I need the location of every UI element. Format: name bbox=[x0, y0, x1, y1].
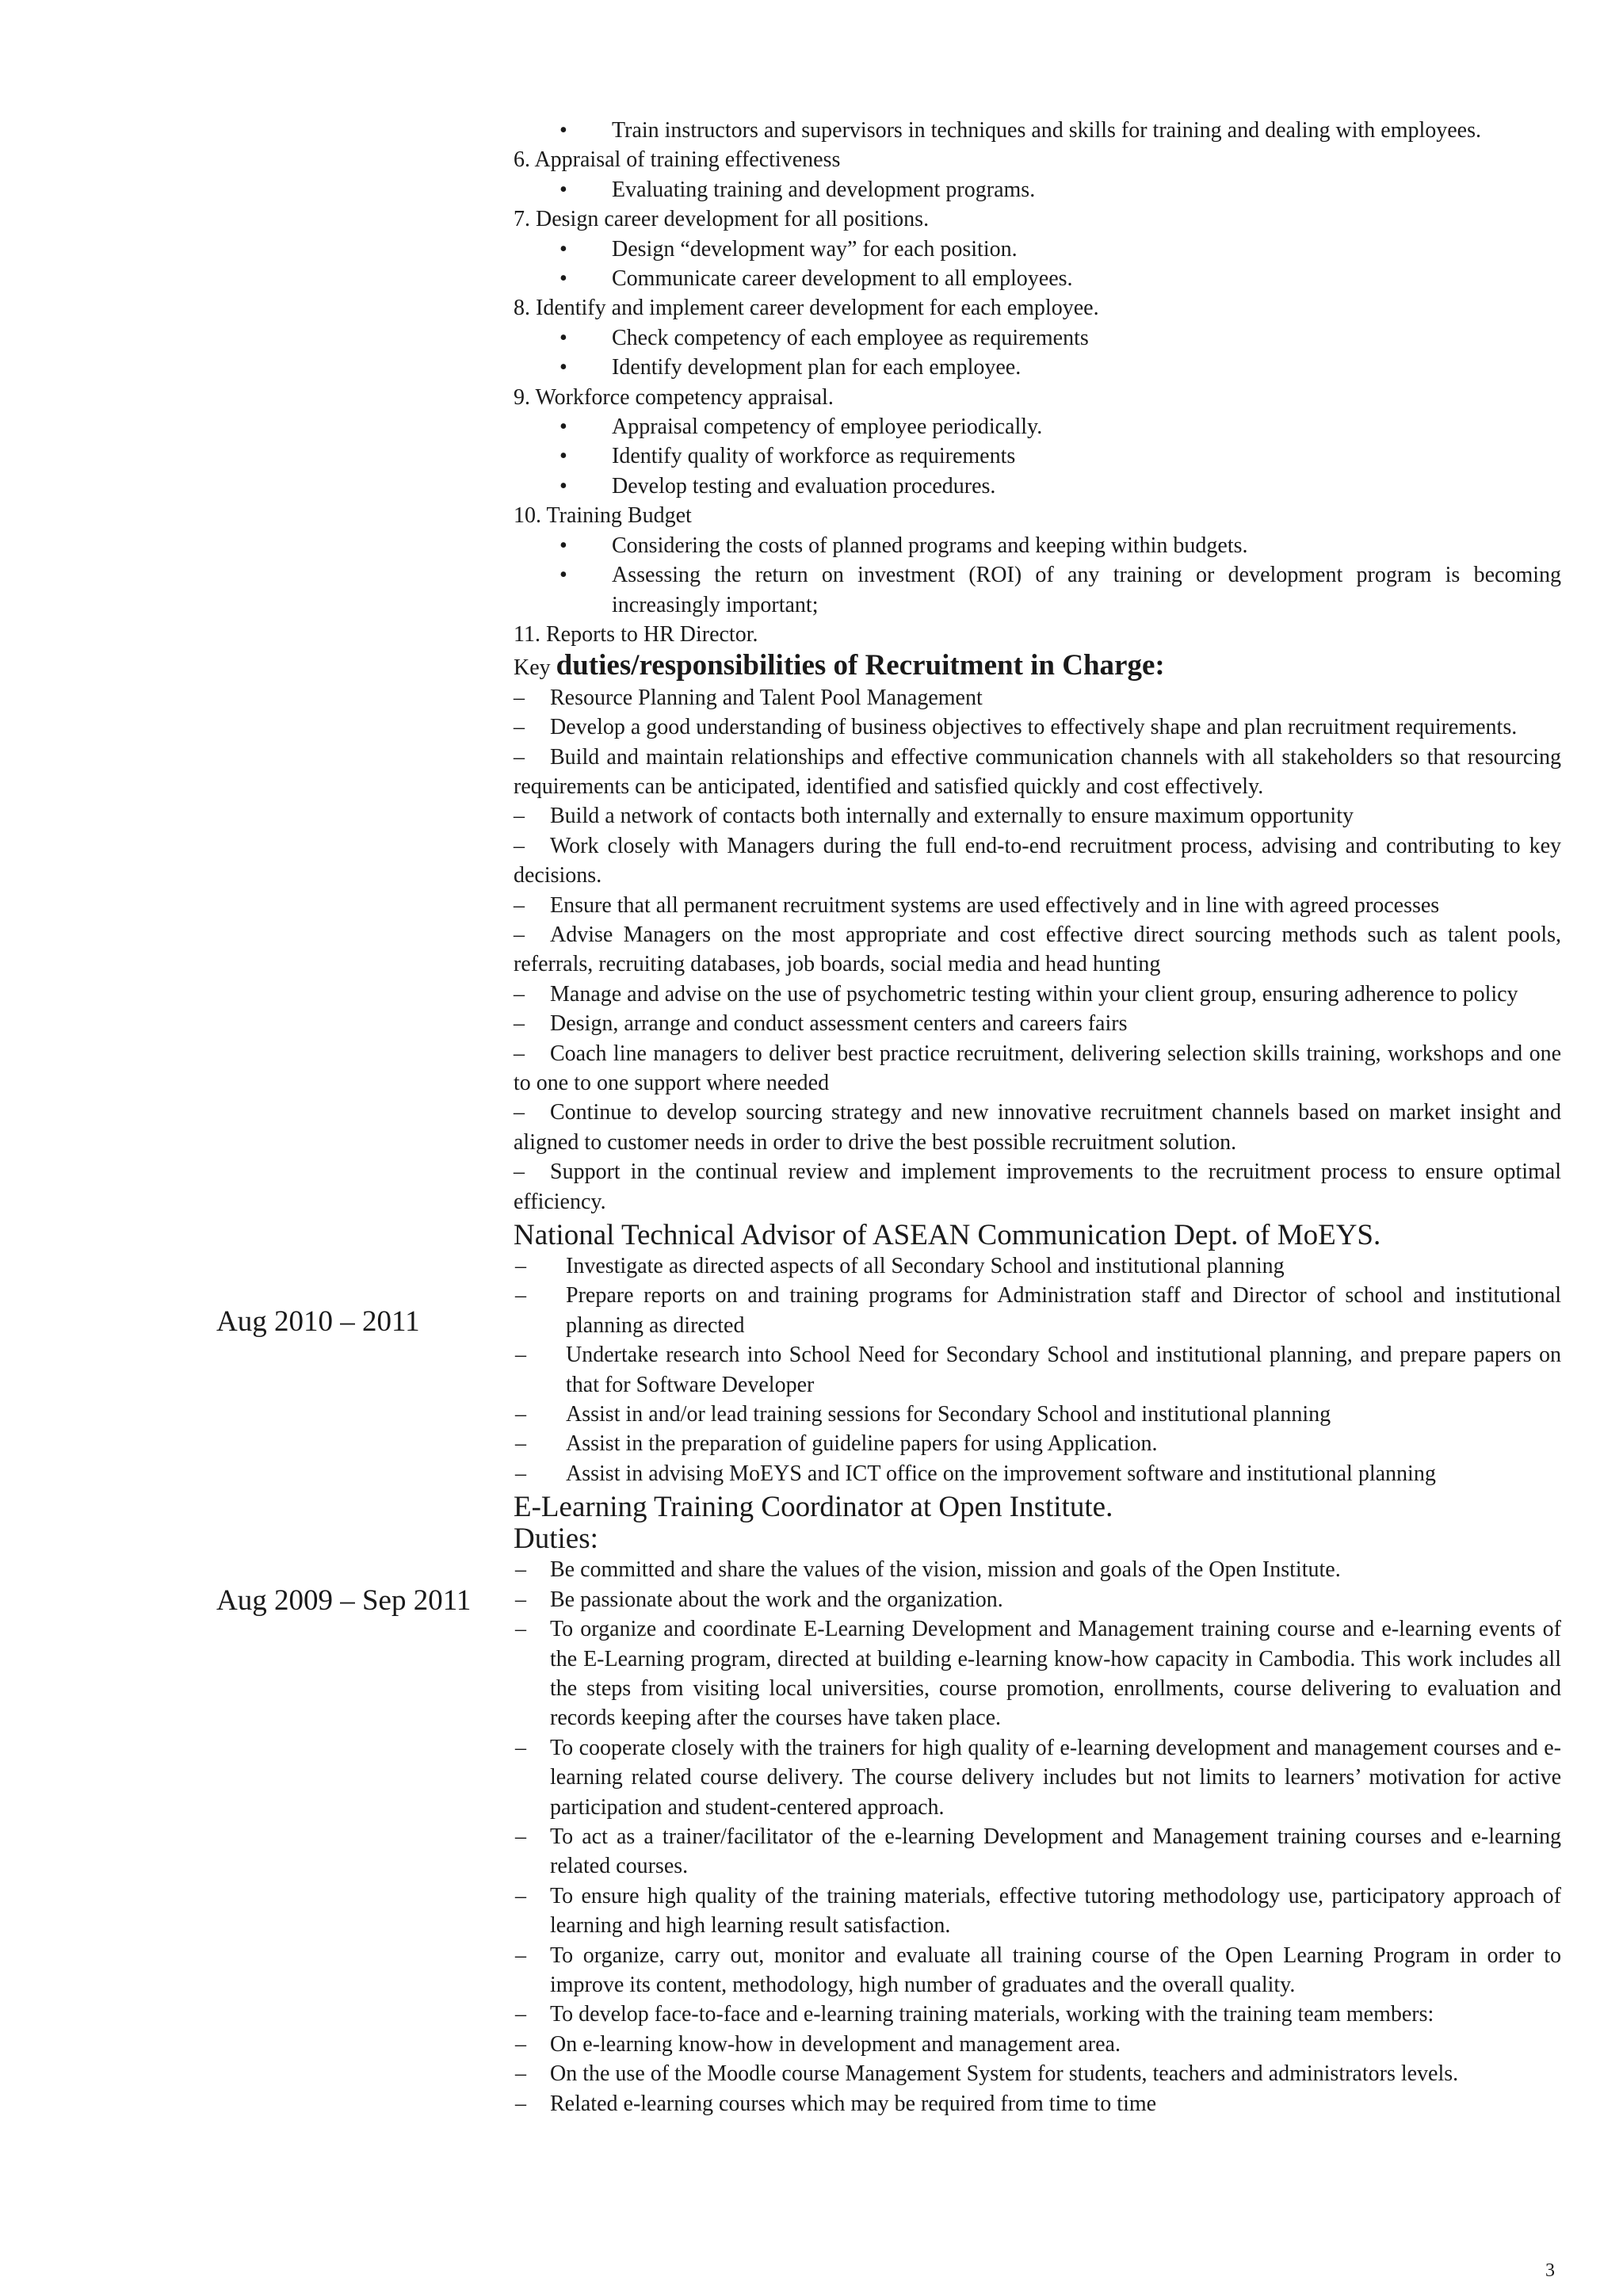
dash-icon: – bbox=[515, 1557, 526, 1583]
list-item: – Design, arrange and conduct assessment centers and careers fairs bbox=[514, 1009, 1561, 1038]
list-item: • Appraisal competency of employee periodically. bbox=[514, 412, 1561, 441]
bullet-icon: • bbox=[559, 563, 567, 588]
dash-icon: – bbox=[515, 1883, 526, 1908]
list-item: – To organize, carry out, monitor and evaluate all training course of the Open Learning Program in order to improve its content, methodology, high number of graduates and the overall quality. bbox=[514, 1941, 1561, 2000]
list-item: • Assessing the return on investment (ROI) of any training or development program is becoming increasingly important; bbox=[514, 560, 1561, 620]
list-item: – To act as a trainer/facilitator of the e-learning Development and Management training courses and e-learning related courses. bbox=[514, 1822, 1561, 1881]
list-item: – Coach line managers to deliver best practice recruitment, delivering selection skills training, workshops and one to one to one support where needed bbox=[514, 1039, 1561, 1098]
job-title-open-institute: E-Learning Training Coordinator at Open Institute. bbox=[514, 1491, 1113, 1524]
main-content bbox=[514, 116, 1561, 2118]
dash-icon: – bbox=[514, 922, 525, 947]
list-item: • Design “development way” for each position. bbox=[514, 235, 1561, 264]
dash-icon: – bbox=[515, 2091, 526, 2116]
job-title-asean: National Technical Advisor of ASEAN Communication Dept. of MoEYS. bbox=[514, 1219, 1381, 1252]
dash-icon: – bbox=[514, 685, 525, 710]
dash-icon: – bbox=[514, 715, 525, 740]
list-item: – Resource Planning and Talent Pool Management bbox=[514, 683, 1561, 712]
list-item: – Be committed and share the values of the vision, mission and goals of the Open Institute. bbox=[514, 1555, 1561, 1584]
list-item: – Investigate as directed aspects of all Secondary School and institutional planning bbox=[514, 1251, 1561, 1281]
dash-icon: – bbox=[515, 1461, 526, 1486]
list-item: • Develop testing and evaluation procedures. bbox=[514, 472, 1561, 501]
dash-icon: – bbox=[514, 744, 525, 770]
list-item: – To cooperate closely with the trainers for high quality of e-learning development and management courses and e-learning related course delivery. The course delivery includes but not limits to learners’ motivation for active participation and student-centered approach. bbox=[514, 1733, 1561, 1822]
bullet-icon: • bbox=[559, 325, 567, 350]
dash-icon: – bbox=[514, 1100, 525, 1125]
bullet-icon: • bbox=[559, 177, 567, 202]
section-title: 6. Appraisal of training effectiveness bbox=[514, 147, 841, 173]
page-number: 3 bbox=[1545, 2260, 1555, 2281]
bullet-icon: • bbox=[559, 473, 567, 499]
list-item: • Identify quality of workforce as requirements bbox=[514, 441, 1561, 471]
list-item: – Assist in advising MoEYS and ICT office on the improvement software and institutional planning bbox=[514, 1459, 1561, 1488]
list-item: • Identify development plan for each employee. bbox=[514, 353, 1561, 382]
dash-icon: – bbox=[515, 1402, 526, 1427]
section-title: 10. Training Budget bbox=[514, 503, 692, 529]
job-date-asean: Aug 2010 – 2011 bbox=[216, 1305, 420, 1338]
list-item: – Advise Managers on the most appropriate and cost effective direct sourcing methods such as talent pools, referrals, recruiting databases, job boards, social media and head hunting bbox=[514, 920, 1561, 980]
list-item: • Communicate career development to all employees. bbox=[514, 264, 1561, 293]
bullet-icon: • bbox=[559, 533, 567, 558]
dash-icon: – bbox=[515, 2061, 526, 2087]
dash-icon: – bbox=[515, 1824, 526, 1849]
dash-icon: – bbox=[515, 2002, 526, 2027]
list-item: – Manage and advise on the use of psychometric testing within your client group, ensuring adherence to policy bbox=[514, 980, 1561, 1009]
dash-icon: – bbox=[514, 1011, 525, 1037]
list-item: – Build and maintain relationships and effective communication channels with all stakeholders so that resourcing requirements can be anticipated, identified and satisfied quickly and cost effectively. bbox=[514, 743, 1561, 802]
list-item: • Check competency of each employee as requirements bbox=[514, 323, 1561, 353]
dash-icon: – bbox=[514, 804, 525, 829]
dash-icon: – bbox=[515, 1617, 526, 1642]
dash-icon: – bbox=[515, 1431, 526, 1457]
bullet-icon: • bbox=[559, 355, 567, 380]
list-item: – To organize and coordinate E-Learning Development and Management training course and e-learning events of the E-Learning program, directed at building e-learning know-how capacity in Cambodia. This work includes all the steps from visiting local universities, course promotion, enrollments, course delivering to evaluation and records keeping after the courses have taken place. bbox=[514, 1614, 1561, 1733]
dash-icon: – bbox=[515, 1343, 526, 1368]
dash-icon: – bbox=[515, 1943, 526, 1968]
dash-icon: – bbox=[514, 892, 525, 918]
list-item: • Evaluating training and development programs. bbox=[514, 175, 1561, 204]
dash-icon: – bbox=[515, 1254, 526, 1279]
list-item: • Considering the costs of planned programs and keeping within budgets. bbox=[514, 531, 1561, 560]
list-item: – On e-learning know-how in development and management area. bbox=[514, 2030, 1561, 2059]
section-title: 7. Design career development for all positions. bbox=[514, 207, 930, 232]
dash-icon: – bbox=[515, 1735, 526, 1760]
list-item: • Train instructors and supervisors in techniques and skills for training and dealing with employees. bbox=[514, 116, 1561, 145]
dash-icon: – bbox=[514, 1041, 525, 1066]
bullet-icon: • bbox=[559, 415, 567, 440]
job-date-open-institute: Aug 2009 – Sep 2011 bbox=[216, 1584, 472, 1617]
list-item: – Ensure that all permanent recruitment systems are used effectively and in line with agreed processes bbox=[514, 891, 1561, 920]
list-item: – On the use of the Moodle course Management System for students, teachers and administrators levels. bbox=[514, 2059, 1561, 2088]
section-title: 9. Workforce competency appraisal. bbox=[514, 384, 834, 410]
section-title: 8. Identify and implement career development for each employee. bbox=[514, 296, 1099, 321]
list-item: – Continue to develop sourcing strategy and new innovative recruitment channels based on market insight and aligned to customer needs in order to drive the best possible recruitment solution. bbox=[514, 1098, 1561, 1157]
bullet-icon: • bbox=[559, 118, 567, 143]
list-item: – Prepare reports on and training programs for Administration staff and Director of school and institutional planning as directed bbox=[514, 1281, 1561, 1340]
recruitment-heading: Key duties/responsibilities of Recruitment in Charge: bbox=[514, 649, 1165, 682]
list-item: – To develop face-to-face and e-learning training materials, working with the training team members: bbox=[514, 2000, 1561, 2029]
bullet-icon: • bbox=[559, 444, 567, 469]
duties-heading: Duties: bbox=[514, 1522, 598, 1556]
dash-icon: – bbox=[515, 1283, 526, 1308]
list-item: – Build a network of contacts both internally and externally to ensure maximum opportunity bbox=[514, 801, 1561, 831]
dash-icon: – bbox=[514, 833, 525, 858]
list-item: – Assist in and/or lead training sessions for Secondary School and institutional planning bbox=[514, 1400, 1561, 1429]
list-item: – Be passionate about the work and the organization. bbox=[514, 1585, 1561, 1614]
list-item: – To ensure high quality of the training materials, effective tutoring methodology use, participatory approach of learning and high learning result satisfaction. bbox=[514, 1881, 1561, 1941]
list-item: – Support in the continual review and implement improvements to the recruitment process to ensure optimal efficiency. bbox=[514, 1157, 1561, 1217]
bullet-icon: • bbox=[559, 266, 567, 292]
dash-icon: – bbox=[514, 981, 525, 1007]
list-item: – Assist in the preparation of guideline papers for using Application. bbox=[514, 1429, 1561, 1458]
list-item: – Develop a good understanding of business objectives to effectively shape and plan recruitment requirements. bbox=[514, 712, 1561, 742]
list-item: – Related e-learning courses which may be required from time to time bbox=[514, 2089, 1561, 2118]
list-item: – Work closely with Managers during the full end-to-end recruitment process, advising and contributing to key decisions. bbox=[514, 831, 1561, 891]
dash-icon: – bbox=[515, 1587, 526, 1612]
list-item: – Undertake research into School Need for Secondary School and institutional planning, and prepare papers on that for Software Developer bbox=[514, 1340, 1561, 1400]
bullet-icon: • bbox=[559, 236, 567, 262]
dash-icon: – bbox=[515, 2031, 526, 2057]
section-title: 11. Reports to HR Director. bbox=[514, 621, 758, 647]
dash-icon: – bbox=[514, 1159, 525, 1185]
